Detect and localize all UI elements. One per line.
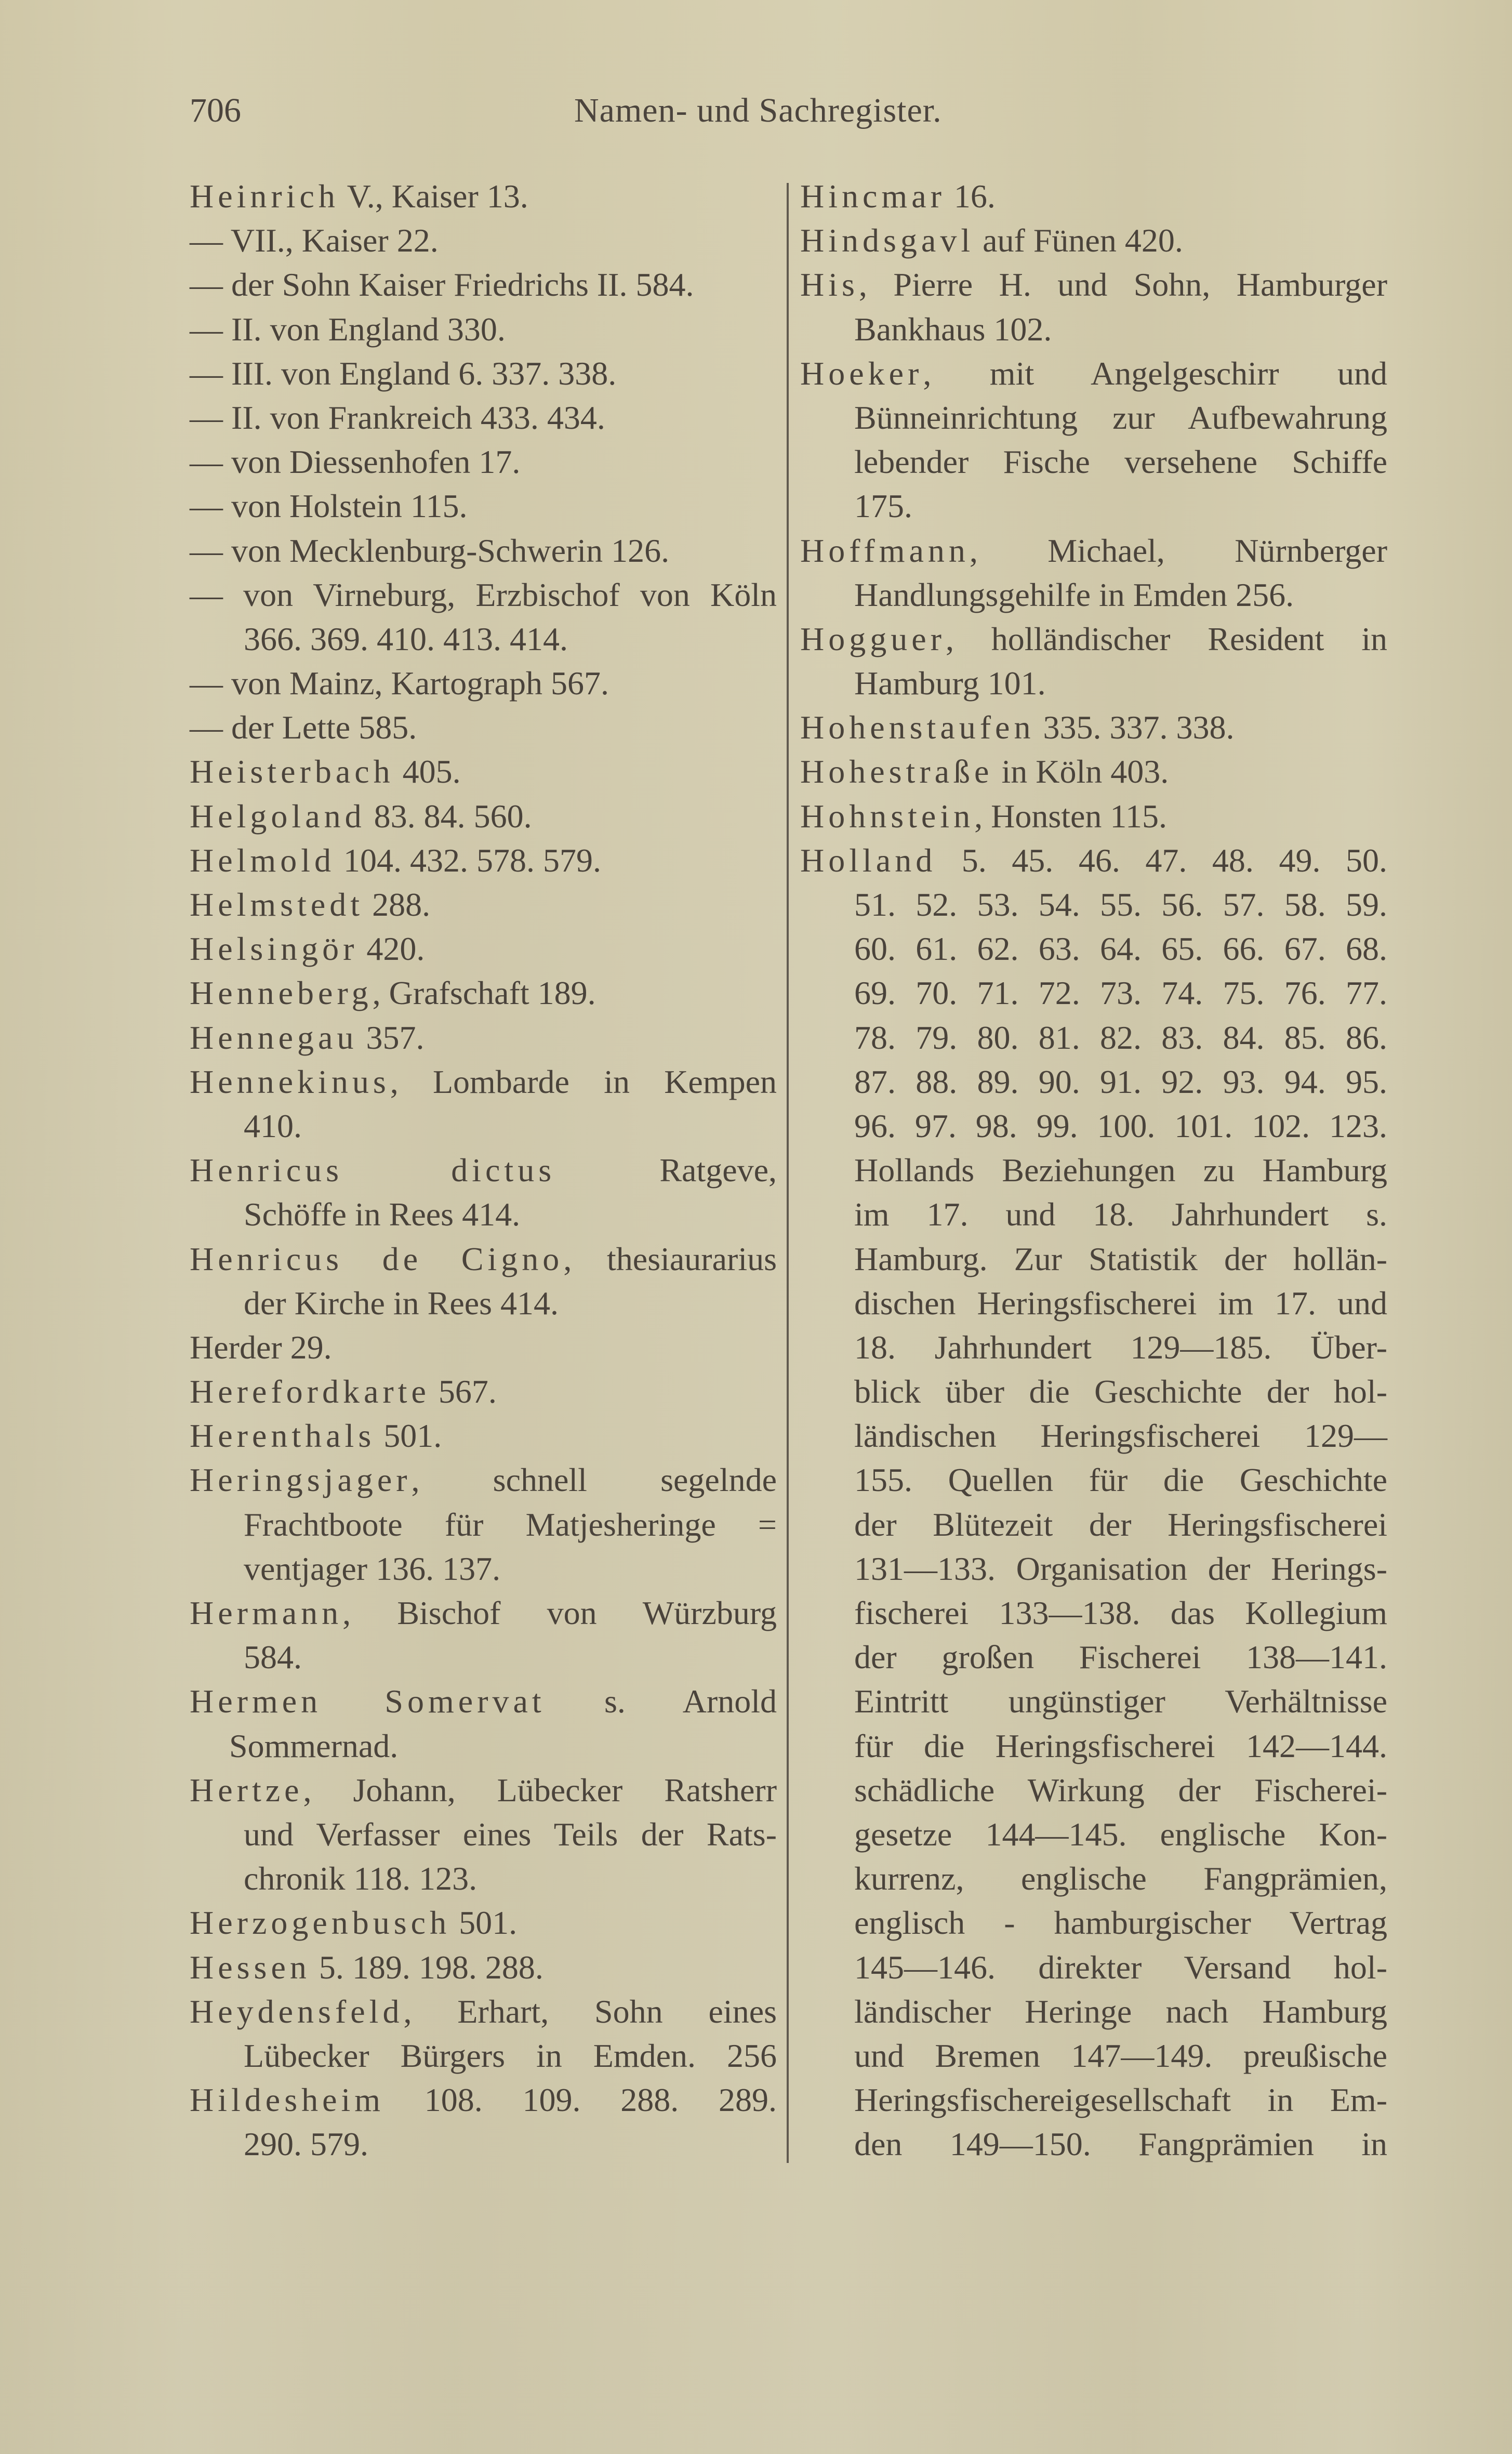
index-entry-text: ländischen Heringsfischerei 129— <box>854 1417 1387 1455</box>
index-entry-text: blick über die Geschichte der hol- <box>854 1373 1387 1410</box>
index-continuation-line <box>800 440 1387 484</box>
index-entry-text: Lübecker Bürgers in Emden. 256 <box>244 2037 777 2074</box>
index-continuation-line <box>800 1015 1387 1060</box>
index-continuation-line <box>800 1281 1387 1325</box>
index-headword: His <box>800 266 859 304</box>
index-entry-text: , Bischof von Würzburg <box>342 1594 777 1631</box>
index-continuation-line <box>800 573 1387 617</box>
index-entry-text: 104. 432. 578. 579. <box>335 841 601 879</box>
index-entry-text: 96. 97. 98. 99. 100. 101. 102. 123. <box>854 1107 1387 1144</box>
index-subentry-line <box>190 351 777 395</box>
index-subentry-line <box>190 307 777 351</box>
index-headword: Henricus de Cigno <box>190 1240 564 1277</box>
subentry-dash: — <box>190 709 223 746</box>
index-entry-line <box>190 1414 777 1458</box>
index-entry-line <box>190 1015 777 1060</box>
index-entry-text: von Diessenhofen 17. <box>223 443 521 481</box>
index-entry-text: 18. Jahrhundert 129—185. Über- <box>854 1328 1387 1366</box>
index-subentry-line <box>190 218 777 262</box>
index-entry-text: 584. <box>244 1639 302 1676</box>
subentry-dash: — <box>190 443 223 481</box>
index-entry-text: 501. <box>375 1417 442 1455</box>
index-entry-text: und Verfasser eines Teils der Rats- <box>244 1815 777 1853</box>
index-continuation-line <box>800 2078 1387 2122</box>
index-continuation-line <box>190 1547 777 1591</box>
index-continuation-line <box>190 1812 777 1856</box>
index-entry-line <box>190 838 777 882</box>
index-headword: Hildesheim <box>190 2081 385 2119</box>
index-headword: Hincmar <box>800 178 946 215</box>
index-entry-text: 567. <box>430 1373 497 1410</box>
index-subentry-line <box>190 440 777 484</box>
index-entry-text: von Mainz, Kartograph 567. <box>223 665 609 702</box>
index-entry-text: Frachtboote für Matjesheringe = <box>244 1506 777 1543</box>
index-continuation-line <box>190 2034 777 2078</box>
index-entry-line <box>800 617 1387 661</box>
index-entry-text: 87. 88. 89. 90. 91. 92. 93. 94. 95. <box>854 1063 1387 1100</box>
index-headword: Helmstedt <box>190 886 364 923</box>
index-entry-text: und Bremen 147—149. preußische <box>854 2037 1387 2074</box>
index-entry-text: von Virneburg, Erzbischof von Köln <box>223 576 777 613</box>
index-continuation-line <box>800 307 1387 351</box>
index-entry-text: von Mecklenburg-Schwerin 126. <box>223 532 670 569</box>
column-divider <box>787 183 789 2163</box>
index-continuation-line <box>800 971 1387 1015</box>
index-continuation-line <box>190 1724 777 1768</box>
index-continuation-line <box>800 1148 1387 1192</box>
subentry-dash: — <box>190 399 223 436</box>
index-entry-line <box>190 971 777 1015</box>
index-entry-text: auf Fünen 420. <box>974 222 1183 259</box>
index-subentry-line <box>190 661 777 705</box>
index-entry-line <box>190 882 777 927</box>
index-entry-line <box>800 351 1387 395</box>
index-column-left <box>190 174 777 2166</box>
index-entry-line <box>800 838 1387 882</box>
index-headword: Hermann <box>190 1594 343 1631</box>
index-entry-text: 288. <box>364 886 431 923</box>
index-entry-text: VII., Kaiser 22. <box>223 222 439 259</box>
index-continuation-line <box>190 2122 777 2166</box>
index-continuation-line <box>800 1192 1387 1236</box>
index-entry-text: Ratgeve, <box>555 1152 777 1189</box>
index-entry-line <box>190 1679 777 1723</box>
index-entry-text: in Köln 403. <box>993 753 1169 790</box>
index-entry-text: , Honsten 115. <box>974 797 1168 835</box>
index-continuation-line <box>190 1325 777 1369</box>
index-entry-line <box>190 1237 777 1281</box>
index-entry-text: 60. 61. 62. 63. 64. 65. 66. 67. 68. <box>854 930 1387 968</box>
index-continuation-line <box>190 617 777 661</box>
index-headword: Hohenstaufen <box>800 709 1035 746</box>
index-entry-text: 501. <box>450 1904 518 1942</box>
index-column-right <box>800 174 1387 2166</box>
index-headword: Heisterbach <box>190 753 394 790</box>
index-entry-text: kurrenz, englische Fangprämien, <box>854 1860 1387 1897</box>
index-headword: Hoeker <box>800 354 923 392</box>
index-continuation-line <box>800 1945 1387 1989</box>
index-entry-text: 5. 189. 198. 288. <box>310 1948 543 1986</box>
index-continuation-line <box>800 1547 1387 1591</box>
index-entry-text: 175. <box>854 487 912 525</box>
index-entry-text: im 17. und 18. Jahrhundert s. <box>854 1196 1387 1233</box>
index-continuation-line <box>800 882 1387 927</box>
index-headword: Holland <box>800 841 937 879</box>
page-header <box>190 87 1115 134</box>
index-entry-text: 155. Quellen für die Geschichte <box>854 1461 1387 1499</box>
index-headword: Henricus dictus <box>190 1152 556 1189</box>
index-entry-text: von Holstein 115. <box>223 487 468 525</box>
index-entry-line <box>190 927 777 971</box>
index-entry-text: II. von England 330. <box>223 310 506 348</box>
subentry-dash: — <box>190 487 223 525</box>
index-continuation-line <box>190 1281 777 1325</box>
index-entry-text: 5. 45. 46. 47. 48. 49. 50. <box>936 841 1387 879</box>
index-continuation-line <box>800 2122 1387 2166</box>
index-entry-line <box>190 1148 777 1192</box>
index-entry-text: 405. <box>394 753 461 790</box>
index-continuation-line <box>800 2034 1387 2078</box>
index-headword: Hennegau <box>190 1019 358 1056</box>
index-entry-text: Sommernad. <box>229 1727 399 1764</box>
index-headword: Heinrich <box>190 178 339 215</box>
index-continuation-line <box>800 1104 1387 1148</box>
index-headword: Hindsgavl <box>800 222 975 259</box>
index-continuation-line <box>800 1237 1387 1281</box>
index-entry-text: fischerei 133—138. das Kollegium <box>854 1594 1387 1631</box>
index-entry-text: III. von England 6. 337. 338. <box>223 354 617 392</box>
index-subentry-line <box>190 262 777 307</box>
index-entry-text: der Blütezeit der Heringsfischerei <box>854 1506 1387 1543</box>
index-entry-text: 420. <box>358 930 425 968</box>
index-continuation-line <box>800 1901 1387 1945</box>
index-entry-text: V., Kaiser 13. <box>339 178 528 215</box>
index-entry-text: , Erhart, Sohn eines <box>403 1993 777 2030</box>
index-entry-text: Bankhaus 102. <box>854 310 1052 348</box>
subentry-dash: — <box>190 310 223 348</box>
index-entry-line <box>800 794 1387 838</box>
index-entry-text: Eintritt ungünstiger Verhältnisse <box>854 1683 1387 1720</box>
index-entry-text: für die Heringsfischerei 142—144. <box>854 1727 1387 1764</box>
index-entry-line <box>190 1458 777 1502</box>
running-head: Namen- und Sachregister. <box>574 91 942 129</box>
index-continuation-line <box>800 484 1387 528</box>
index-headword: Hennekinus <box>190 1063 390 1100</box>
index-continuation-line <box>800 1060 1387 1104</box>
index-entry-text: 83. 84. 560. <box>365 797 532 835</box>
index-entry-text: 366. 369. 410. 413. 414. <box>244 620 568 657</box>
index-entry-text: dischen Heringsfischerei im 17. und <box>854 1284 1387 1322</box>
index-continuation-line <box>800 1724 1387 1768</box>
index-entry-text: der großen Fischerei 138—141. <box>854 1639 1387 1676</box>
index-continuation-line <box>800 1635 1387 1679</box>
index-headword: Hermen Somervat <box>190 1683 546 1720</box>
index-entry-text: ventjager 136. 137. <box>244 1550 501 1587</box>
index-entry-text: , thesiaurarius <box>563 1240 777 1277</box>
index-entry-text: , schnell segelnde <box>411 1461 777 1499</box>
index-entry-text: den 149—150. Fangprämien in <box>854 2126 1387 2163</box>
index-entry-line <box>800 218 1387 262</box>
index-entry-text: , Johann, Lübecker Ratsherr <box>303 1771 777 1809</box>
index-entry-text: Hamburg 101. <box>854 665 1046 702</box>
index-entry-line <box>800 174 1387 218</box>
index-entry-line <box>800 705 1387 749</box>
index-entry-line <box>800 749 1387 794</box>
index-entry-text: Herder 29. <box>190 1328 332 1366</box>
index-continuation-line <box>190 1856 777 1901</box>
index-headword: Hoffmann <box>800 532 970 569</box>
index-entry-line <box>190 1591 777 1635</box>
index-entry-text: gesetze 144—145. englische Kon- <box>854 1815 1387 1853</box>
subentry-dash: — <box>190 222 223 259</box>
index-entry-text: 145—146. direkter Versand hol- <box>854 1948 1387 1986</box>
index-continuation-line <box>800 1679 1387 1723</box>
index-entry-text: der Kirche in Rees 414. <box>244 1284 559 1322</box>
index-headword: Heydensfeld <box>190 1993 404 2030</box>
index-continuation-line <box>800 1369 1387 1414</box>
index-entry-text: der Lette 585. <box>223 709 417 746</box>
index-entry-text: Schöffe in Rees 414. <box>244 1196 521 1233</box>
index-entry-text: Handlungsgehilfe in Emden 256. <box>854 576 1294 613</box>
index-continuation-line <box>800 1768 1387 1812</box>
index-entry-line <box>190 1945 777 1989</box>
index-headword: Hohnstein <box>800 797 975 835</box>
index-entry-text: 131—133. Organisation der Herings- <box>854 1550 1387 1587</box>
index-continuation-line <box>800 1325 1387 1369</box>
index-subentry-line <box>190 484 777 528</box>
subentry-dash: — <box>190 665 223 702</box>
index-entry-text: lebender Fische versehene Schiffe <box>854 443 1387 481</box>
index-subentry-line <box>190 573 777 617</box>
index-entry-line <box>190 794 777 838</box>
subentry-dash: — <box>190 266 223 304</box>
index-entry-text: der Sohn Kaiser Friedrichs II. 584. <box>223 266 694 304</box>
index-entry-text: 108. 109. 288. 289. <box>384 2081 777 2119</box>
index-entry-text: s. Arnold <box>545 1683 777 1720</box>
index-continuation-line <box>800 1989 1387 2034</box>
index-entry-line <box>190 2078 777 2122</box>
index-headword: Henneberg <box>190 974 373 1012</box>
index-continuation-line <box>190 1502 777 1547</box>
index-continuation-line <box>800 1414 1387 1458</box>
index-entry-line <box>190 1060 777 1104</box>
index-entry-line <box>190 749 777 794</box>
index-headword: Herefordkarte <box>190 1373 430 1410</box>
index-headword: Helgoland <box>190 797 366 835</box>
index-entry-text: englisch - hamburgischer Vertrag <box>854 1904 1387 1942</box>
index-entry-line <box>190 1369 777 1414</box>
index-entry-line <box>800 262 1387 307</box>
index-headword: Helmold <box>190 841 335 879</box>
index-entry-text: ländischer Heringe nach Hamburg <box>854 1993 1387 2030</box>
index-subentry-line <box>190 529 777 573</box>
index-entry-text: 357. <box>357 1019 425 1056</box>
index-continuation-line <box>190 1192 777 1236</box>
index-entry-text: 78. 79. 80. 81. 82. 83. 84. 85. 86. <box>854 1019 1387 1056</box>
index-headword: Hessen <box>190 1948 311 1986</box>
index-continuation-line <box>800 1502 1387 1547</box>
index-headword: Hohestraße <box>800 753 993 790</box>
index-entry-line <box>190 1901 777 1945</box>
index-headword: Helsingör <box>190 930 359 968</box>
index-headword: Hertze <box>190 1771 303 1809</box>
index-entry-text: , Michael, Nürnberger <box>969 532 1387 569</box>
index-continuation-line <box>800 1856 1387 1901</box>
index-entry-text: 335. 337. 338. <box>1034 709 1235 746</box>
index-headword: Herenthals <box>190 1417 376 1455</box>
index-entry-text: 290. 579. <box>244 2126 368 2163</box>
index-entry-line <box>190 174 777 218</box>
index-entry-text: 51. 52. 53. 54. 55. 56. 57. 58. 59. <box>854 886 1387 923</box>
subentry-dash: — <box>190 576 223 613</box>
index-entry-text: , holländischer Resident in <box>945 620 1387 657</box>
subentry-dash: — <box>190 532 223 569</box>
index-entry-text: , Lombarde in Kempen <box>390 1063 777 1100</box>
index-continuation-line <box>800 1591 1387 1635</box>
index-continuation-line <box>800 395 1387 440</box>
index-continuation-line <box>190 1104 777 1148</box>
index-continuation-line <box>800 661 1387 705</box>
index-entry-text: II. von Frankreich 433. 434. <box>223 399 605 436</box>
index-continuation-line <box>800 927 1387 971</box>
index-entry-text: Heringsfischereigesellschaft in Em- <box>854 2081 1387 2119</box>
index-entry-text: schädliche Wirkung der Fischerei- <box>854 1771 1387 1809</box>
page-number: 706 <box>190 91 241 129</box>
index-entry-line <box>800 529 1387 573</box>
subentry-dash: — <box>190 354 223 392</box>
index-headword: Hogguer <box>800 620 946 657</box>
index-entry-text: Hamburg. Zur Statistik der hollän- <box>854 1240 1387 1277</box>
index-entry-text: , Grafschaft 189. <box>372 974 596 1012</box>
index-continuation-line <box>800 1812 1387 1856</box>
index-headword: Herzogenbusch <box>190 1904 451 1942</box>
index-subentry-line <box>190 395 777 440</box>
index-entry-text: , mit Angelgeschirr und <box>923 354 1387 392</box>
index-entry-text: chronik 118. 123. <box>244 1860 478 1897</box>
index-continuation-line <box>800 1458 1387 1502</box>
index-entry-text: 410. <box>244 1107 302 1144</box>
index-subentry-line <box>190 705 777 749</box>
index-entry-text: Hollands Beziehungen zu Hamburg <box>854 1152 1387 1189</box>
index-entry-line <box>190 1989 777 2034</box>
index-entry-text: 69. 70. 71. 72. 73. 74. 75. 76. 77. <box>854 974 1387 1012</box>
index-entry-text: Bünneinrichtung zur Aufbewahrung <box>854 399 1387 436</box>
index-entry-text: 16. <box>945 178 996 215</box>
index-entry-line <box>190 1768 777 1812</box>
index-entry-text: , Pierre H. und Sohn, Hamburger <box>858 266 1387 304</box>
index-continuation-line <box>190 1635 777 1679</box>
index-headword: Heringsjager <box>190 1461 412 1499</box>
